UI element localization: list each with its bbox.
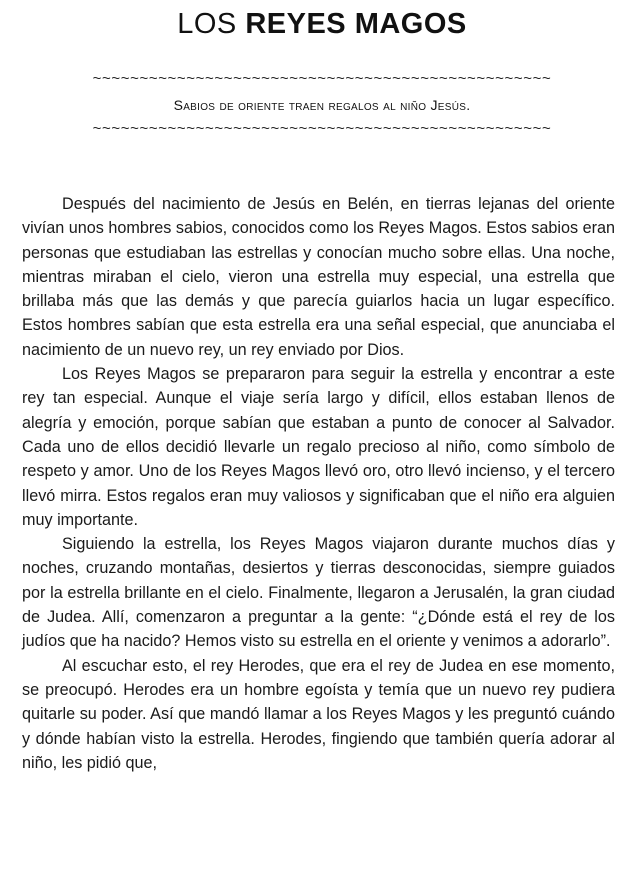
divider-bottom: ~~~~~~~~~~~~~~~~~~~~~~~~~~~~~~~~~~~~~~~~~~~~~~~~~ [92, 120, 552, 137]
story-body [22, 192, 615, 775]
title-prefix: LOS [177, 8, 237, 40]
page-title [0, 6, 644, 42]
subtitle: Sabios de oriente traen regalos al niño Jesús. [173, 97, 471, 113]
paragraph-3: Siguiendo la estrella, los Reyes Magos viajaron durante muchos días y noches, cruzando montañas, desiertos y tierras desconocidas, siempre guiados por la estrella brillante en el cielo. Finalmente, llegaron a Jerusalén, la gran ciudad de Judea. Allí, comenzaron a preguntar a la gente: “¿Dónde está el rey de los judíos que ha nacido? Hemos visto su estrella en el oriente y venimos a adorarlo”. [22, 535, 615, 651]
paragraph-4: Al escuchar esto, el rey Herodes, que era el rey de Judea en ese momento, se preocupó. Herodes era un hombre egoísta y temía que un nuevo rey pudiera quitarle su poder. Así que mandó llamar a los Reyes Magos y les preguntó cuándo y dónde habían visto la estrella. Herodes, fingiendo que también quería adorar al niño, les pidió que, [22, 656, 615, 772]
paragraph-2: Los Reyes Magos se prepararon para seguir la estrella y encontrar a este rey tan especial. Aunque el viaje sería largo y difícil, ellos estaban llenos de alegría y emoción, porque sabían que estaban a punto de conocer al Salvador. Cada uno de ellos decidió llevarle un regalo precioso al niño, como símbolo de respeto y amor. Uno de los Reyes Magos llevó oro, otro llevó incienso, y el tercero llevó mirra. Estos regalos eran muy valiosos y significaban que el niño era alguien muy importante. [22, 365, 615, 529]
paragraph-1: Después del nacimiento de Jesús en Belén, en tierras lejanas del oriente vivían unos hombres sabios, conocidos como los Reyes Magos. Estos sabios eran personas que estudiaban las estrellas y conocían mucho sobre ellas. Una noche, mientras miraban el cielo, vieron una estrella muy especial, una estrella que brillaba más que las demás y que parecía guiarlos hacia un lugar específico. Estos hombres sabían que esta estrella era una señal especial, que anunciaba el nacimiento de un nuevo rey, un rey enviado por Dios. [22, 195, 615, 359]
title-main: REYES MAGOS [245, 8, 467, 40]
divider-top: ~~~~~~~~~~~~~~~~~~~~~~~~~~~~~~~~~~~~~~~~~~~~~~~~~ [92, 70, 552, 87]
